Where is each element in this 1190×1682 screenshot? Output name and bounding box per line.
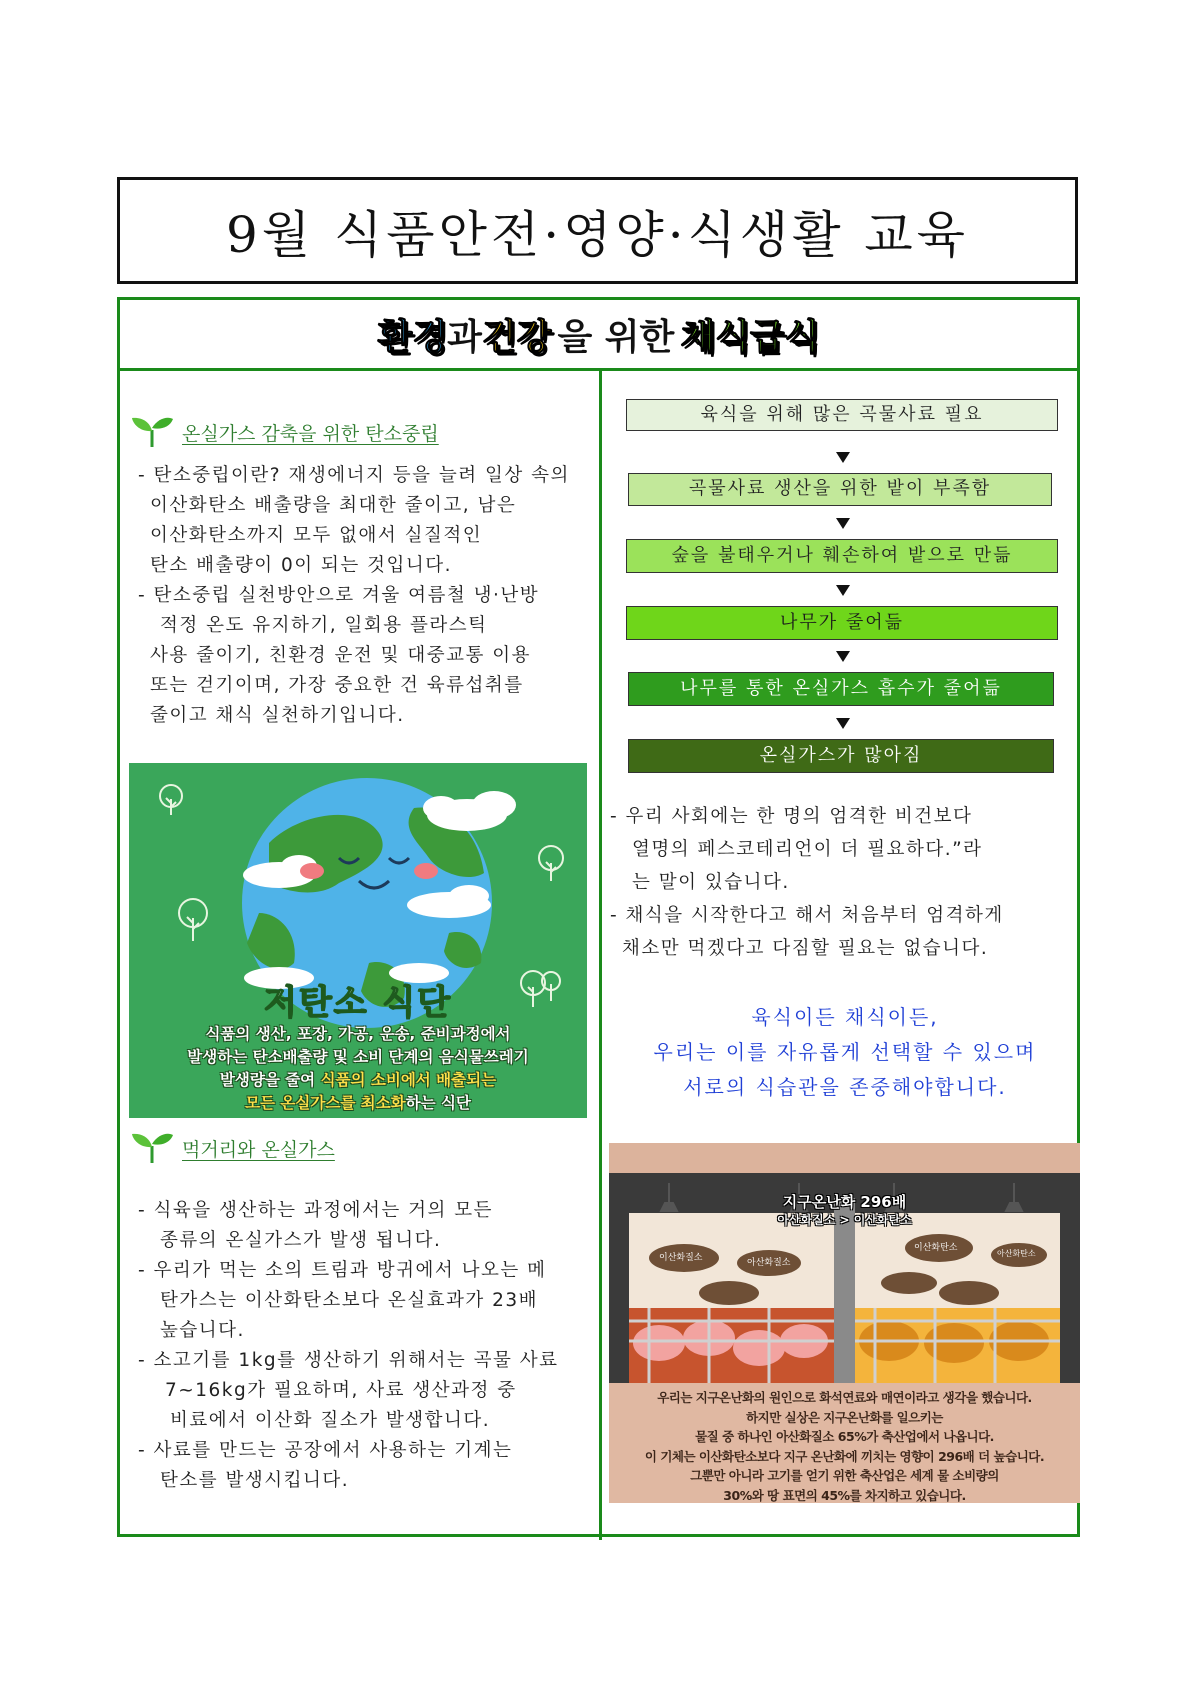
text-line: 줄이고 채식 실천하기입니다.	[150, 705, 405, 726]
caption-line: 물질 중 하나인 아산화질소 65%가 축산업에서 나옵니다.	[695, 1429, 994, 1444]
down-arrow-icon	[836, 585, 850, 596]
section-heading-food-ghg	[130, 1130, 335, 1164]
text-line: 탄가스는 이산화탄소보다 온실효과가 23배	[160, 1290, 538, 1311]
text-line: 또는 걷기이며, 가장 중요한 건 육류섭취를	[150, 675, 524, 696]
caption-line: 그뿐만 아니라 고기를 얻기 위한 축산업은 세계 물 소비량의	[690, 1468, 999, 1483]
flow-step-4: 나무가 줄어듦	[626, 606, 1058, 640]
section-title-carbon-neutral: 온실가스 감축을 위한 탄소중립	[182, 423, 439, 445]
livestock-ghg-poster	[609, 1143, 1080, 1503]
caption-line: 이 기체는 이산화탄소보다 지구 온난화에 끼치는 영향이 296배 더 높습니다.	[644, 1448, 1045, 1464]
text-line: - 우리가 먹는 소의 트림과 방귀에서 나오는 메	[138, 1260, 547, 1281]
poster2-banner-compare: 아산화질소 > 이산화탄소	[777, 1213, 912, 1227]
poster1-line-part: 발생량을 줄여	[219, 1071, 321, 1089]
subheading-health: 건강	[481, 316, 552, 358]
poster1-title: 저탄소 식단	[263, 983, 453, 1023]
caption-line: 하지만 실상은 지구온난화를 일으키는	[746, 1409, 943, 1425]
food-ghg-text	[138, 1196, 593, 1496]
flow-step-3: 숲을 불태우거나 훼손하여 밭으로 만듦	[626, 539, 1058, 573]
down-arrow-icon	[836, 651, 850, 662]
title-box	[117, 177, 1078, 284]
text-line: 탄소 배출량이 0이 되는 것입니다.	[150, 555, 452, 576]
low-carbon-diet-poster	[129, 763, 587, 1118]
poster1-highlight: 모든 온실가스를 최소화	[245, 1094, 406, 1112]
text-line: 종류의 온실가스가 발생 됩니다.	[160, 1230, 442, 1251]
text-line: - 소고기를 1kg를 생산하기 위해서는 곡물 사료	[138, 1350, 559, 1371]
text-line: 열명의 페스코테리언이 더 필요하다.”라	[632, 839, 983, 860]
down-arrow-icon	[836, 452, 850, 463]
gas-bubble-label: 아산화질소	[747, 1258, 791, 1268]
text-line: 사용 줄이기, 친환경 운전 및 대중교통 이용	[150, 645, 531, 666]
down-arrow-icon	[836, 518, 850, 529]
flow-step-2: 곡물사료 생산을 위한 밭이 부족함	[628, 473, 1052, 506]
subheading-environment: 환경	[377, 316, 448, 358]
pescatarian-text	[610, 800, 1080, 965]
text-line: 이산화탄소 배출량을 최대한 줄이고, 남은	[150, 495, 517, 516]
text-line: 7~16kg가 필요하며, 사료 생산과정 중	[165, 1380, 517, 1401]
text-line: 비료에서 이산화 질소가 발생합니다.	[170, 1410, 491, 1431]
poster1-line-part: 하는 식단	[405, 1094, 471, 1112]
gas-bubble-label: 이산화탄소	[914, 1243, 958, 1253]
text-line: - 채식을 시작한다고 해서 처음부터 엄격하게	[610, 905, 1004, 926]
text-line: - 사료를 만드는 공장에서 사용하는 기계는	[138, 1440, 513, 1461]
section-title-food-ghg: 먹거리와 온실가스	[182, 1139, 335, 1161]
subheading-particle-1: 과	[447, 316, 482, 358]
poster1-line: 식품의 생산, 포장, 가공, 운송, 준비과정에서	[205, 1025, 511, 1043]
caption-line: 우리는 지구온난화의 원인으로 화석연료와 매연이라고 생각을 했습니다.	[657, 1390, 1032, 1405]
gas-bubble-label: 아산화탄소	[997, 1249, 1036, 1258]
quote-line: 서로의 식습관을 존중해야합니다.	[683, 1075, 1007, 1099]
quote-line: 우리는 이를 자유롭게 선택할 수 있으며	[653, 1040, 1037, 1064]
section-heading-carbon-neutral	[130, 414, 439, 448]
text-line: 적정 온도 유지하기, 일회용 플라스틱	[160, 615, 488, 636]
down-arrow-icon	[836, 718, 850, 729]
subheading-vegetarian-meal: 채식급식	[680, 316, 820, 358]
flow-step-1: 육식을 위해 많은 곡물사료 필요	[626, 399, 1058, 431]
text-line: 이산화탄소까지 모두 없애서 실질적인	[150, 525, 483, 546]
poster1-highlight: 식품의 소비에서 배출되는	[320, 1071, 497, 1089]
poster2-caption	[609, 1388, 1080, 1503]
carbon-neutral-text	[138, 461, 588, 731]
poster1-line: 발생하는 탄소배출량 및 소비 단계의 음식물쓰레기	[187, 1048, 529, 1066]
flow-step-5: 나무를 통한 온실가스 흡수가 줄어듦	[628, 672, 1054, 706]
text-line: - 탄소중립이란? 재생에너지 등을 늘려 일상 속의	[138, 465, 570, 486]
poster1-line	[129, 1069, 587, 1092]
subheading	[120, 300, 1077, 371]
text-line: 는 말이 있습니다.	[632, 872, 790, 893]
text-line: - 식육을 생산하는 과정에서는 거의 모든	[138, 1200, 494, 1221]
gas-bubble-label: 이산화질소	[659, 1253, 703, 1263]
text-line: 높습니다.	[160, 1320, 245, 1341]
poster1-line	[129, 1092, 587, 1115]
respect-quote	[610, 1000, 1080, 1105]
subheading-particle-2: 을 위한	[557, 316, 675, 358]
flow-step-6: 온실가스가 많아짐	[628, 739, 1054, 773]
text-line: - 탄소중립 실천방안으로 겨울 여름철 냉·난방	[138, 585, 540, 606]
sprout-icon	[130, 1130, 174, 1164]
barn-illustration	[609, 1143, 1080, 1383]
sprout-icon	[130, 414, 174, 448]
quote-line: 육식이든 채식이든,	[751, 1005, 939, 1029]
caption-line: 30%와 땅 표면의 45%를 차지하고 있습니다.	[723, 1487, 966, 1503]
column-divider	[599, 368, 602, 1540]
text-line: 채소만 먹겠다고 다짐할 필요는 없습니다.	[622, 938, 989, 959]
poster2-banner-296: 지구온난화 296배	[782, 1193, 907, 1211]
text-line: 탄소를 발생시킵니다.	[160, 1470, 350, 1491]
page-title: 9월 식품안전·영양·식생활 교육	[226, 205, 969, 264]
poster1-text	[129, 1023, 587, 1115]
text-line: - 우리 사회에는 한 명의 엄격한 비건보다	[610, 806, 973, 827]
